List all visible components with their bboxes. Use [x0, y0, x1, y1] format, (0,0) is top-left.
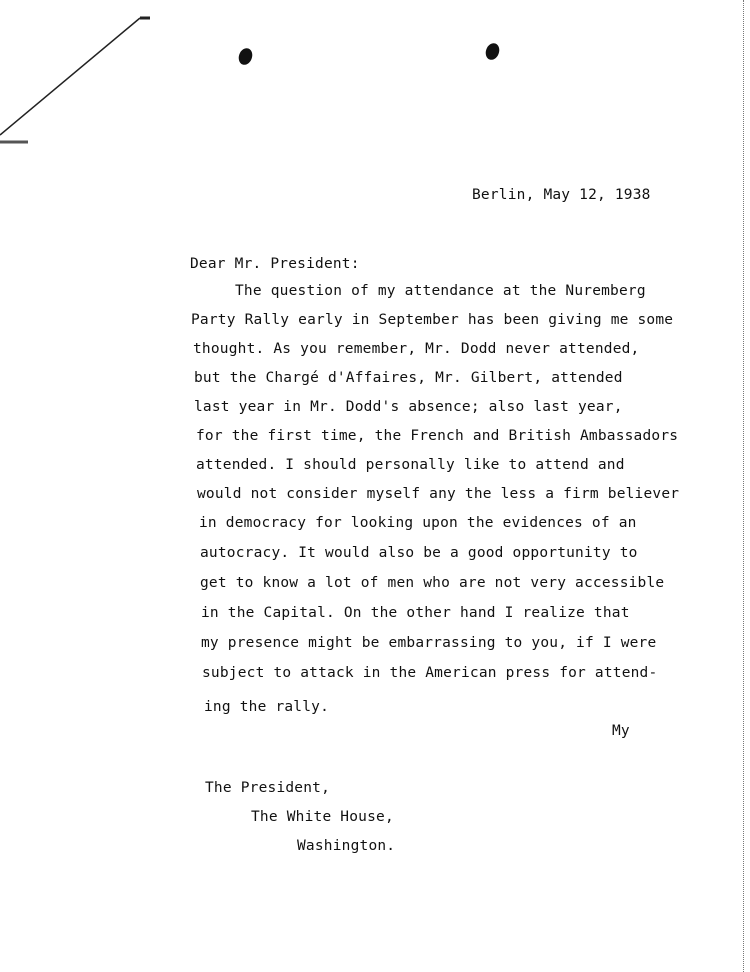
punch-hole: [483, 41, 501, 61]
punch-hole: [236, 46, 254, 66]
catchword: My: [612, 723, 630, 739]
body-line: would not consider myself any the less a firm believer: [197, 486, 680, 502]
body-line: in the Capital. On the other hand I realize that: [201, 605, 630, 621]
address-line: Washington.: [297, 838, 396, 854]
address-line: The White House,: [251, 809, 394, 825]
body-line: get to know a lot of men who are not very accessible: [200, 575, 665, 591]
body-line: thought. As you remember, Mr. Dodd never attended,: [193, 341, 640, 357]
body-line: subject to attack in the American press for attend-: [202, 665, 658, 681]
body-line: Party Rally early in September has been giving me some: [191, 312, 674, 328]
body-line: for the first time, the French and British Ambassadors: [196, 428, 679, 444]
salutation: Dear Mr. President:: [190, 256, 360, 272]
page-edge: [743, 0, 750, 972]
body-line: The question of my attendance at the Nuremberg: [235, 283, 646, 299]
body-line: my presence might be embarrassing to you, if I were: [201, 635, 657, 651]
body-line: ing the rally.: [204, 699, 330, 715]
dateline: Berlin, May 12, 1938: [472, 187, 651, 203]
body-line: autocracy. It would also be a good opportunity to: [200, 545, 638, 561]
body-line: last year in Mr. Dodd's absence; also last year,: [194, 399, 623, 415]
body-line: attended. I should personally like to attend and: [196, 457, 625, 473]
body-line: but the Chargé d'Affaires, Mr. Gilbert, attended: [194, 370, 623, 386]
folded-corner-line: [0, 0, 150, 150]
body-line: in democracy for looking upon the evidences of an: [199, 515, 637, 531]
address-line: The President,: [205, 780, 331, 796]
